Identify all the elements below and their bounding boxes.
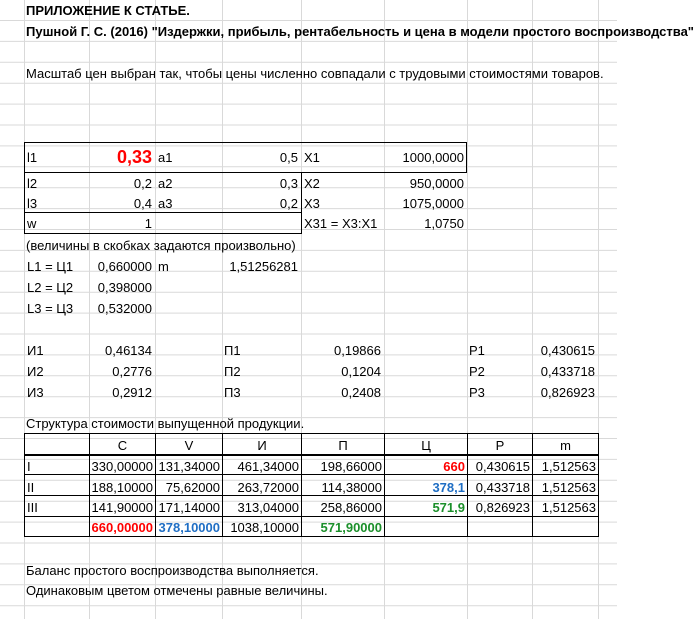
table-cell: 258,86000: [320, 500, 382, 515]
cost-i3-value: 0,2912: [112, 385, 152, 400]
param-a1-value[interactable]: 0,5: [279, 150, 298, 165]
total-i: 1038,10000: [230, 520, 299, 535]
labor-m-label: m: [158, 259, 169, 274]
param-w-value[interactable]: 1: [144, 216, 152, 231]
param-a3-label: a3: [158, 196, 173, 211]
col-header-p: П: [338, 438, 348, 453]
col-header-i: И: [257, 438, 267, 453]
table-cell: 171,14000: [158, 500, 220, 515]
col-header-c: C: [117, 438, 128, 453]
labor-l3-label: L3 = Ц3: [27, 301, 74, 316]
profit-p1-value: 0,19866: [334, 343, 381, 358]
table-cell: 313,04000: [237, 500, 299, 515]
param-x2-label: X2: [304, 176, 320, 191]
param-x3-label: X3: [304, 196, 320, 211]
param-a1-label: a1: [158, 150, 173, 165]
table-cell: 131,34000: [158, 459, 220, 474]
labor-l3-value: 0,532000: [97, 301, 152, 316]
param-a2-value[interactable]: 0,3: [279, 176, 298, 191]
table-cell: 75,62000: [165, 480, 220, 495]
cost-i1-label: И1: [27, 343, 44, 358]
table-cell: 0,430615: [475, 459, 530, 474]
rate-r1-label: P1: [469, 343, 485, 358]
table-cell: 461,34000: [237, 459, 299, 474]
param-x3-value: 1075,0000: [402, 196, 464, 211]
labor-l1-label: L1 = Ц1: [27, 259, 74, 274]
rate-r1-value: 0,430615: [540, 343, 595, 358]
labor-m-value: 1,51256281: [229, 259, 298, 274]
parameter-box-w: [24, 212, 302, 234]
table-row-name: III: [27, 500, 38, 515]
col-header-m: m: [560, 438, 571, 453]
colors-note: Одинаковым цветом отмечены равные величины.: [26, 583, 328, 598]
total-p: 571,90000: [320, 520, 382, 535]
rate-r2-label: P2: [469, 364, 485, 379]
param-x1-value[interactable]: 1000,0000: [402, 150, 464, 165]
param-l3-value[interactable]: 0,4: [133, 196, 152, 211]
citation: Пушной Г. С. (2016) "Издержки, прибыль, рентабельность и цена в модели простого воспроизводства": [26, 24, 694, 39]
table-cell: 0,433718: [475, 480, 530, 495]
param-x31-label: X31 = X3:X1: [304, 216, 378, 231]
labor-l2-label: L2 = Ц2: [27, 280, 74, 295]
table-cell: 1,512563: [541, 459, 596, 474]
col-header-price: Ц: [421, 438, 431, 453]
param-w-label: w: [27, 216, 37, 231]
param-l2-label: l2: [27, 176, 38, 191]
param-x31-value: 1,0750: [424, 216, 464, 231]
param-l1-value[interactable]: 0,33: [116, 147, 152, 167]
table-cell: 198,66000: [320, 459, 382, 474]
arbitrary-values-note: (величины в скобках задаются произвольно): [26, 238, 296, 253]
cost-i2-value: 0,2776: [112, 364, 152, 379]
param-x2-value: 950,0000: [409, 176, 464, 191]
rate-r3-value: 0,826923: [540, 385, 595, 400]
table-cell-price: 660: [443, 459, 465, 474]
col-header-v: V: [184, 438, 194, 453]
rate-r3-label: P3: [469, 385, 485, 400]
table-cell-price: 571,9: [432, 500, 465, 515]
profit-p3-value: 0,2408: [341, 385, 381, 400]
profit-p2-value: 0,1204: [341, 364, 381, 379]
param-a3-value[interactable]: 0,2: [279, 196, 298, 211]
col-header-r: P: [495, 438, 505, 453]
table-cell-price: 378,1: [432, 480, 465, 495]
table-row-name: I: [27, 459, 31, 474]
structure-caption: Структура стоимости выпущенной продукции.: [26, 416, 305, 431]
labor-l1-value: 0,660000: [97, 259, 152, 274]
table-cell: 114,38000: [321, 480, 382, 495]
profit-p1-label: П1: [224, 343, 241, 358]
table-cell: 188,10000: [91, 480, 153, 495]
labor-l2-value: 0,398000: [97, 280, 152, 295]
param-x1-label: X1: [304, 150, 320, 165]
appendix-title: ПРИЛОЖЕНИЕ К СТАТЬЕ.: [26, 3, 190, 18]
param-l1-label: l1: [27, 150, 38, 165]
table-cell: 330,00000: [91, 459, 153, 474]
cost-i3-label: И3: [27, 385, 44, 400]
table-cell: 141,90000: [91, 500, 153, 515]
cost-i1-value: 0,46134: [105, 343, 152, 358]
balance-note: Баланс простого воспроизводства выполняется.: [26, 563, 319, 578]
cost-i2-label: И2: [27, 364, 44, 379]
profit-p2-label: П2: [224, 364, 241, 379]
profit-p3-label: П3: [224, 385, 241, 400]
total-c: 660,00000: [91, 520, 153, 535]
price-scale-note: Масштаб цен выбран так, чтобы цены численно совпадали с трудовыми стоимостями товаров.: [26, 66, 604, 81]
table-cell: 1,512563: [541, 500, 596, 515]
table-cell: 263,72000: [237, 480, 299, 495]
param-l2-value[interactable]: 0,2: [133, 176, 152, 191]
param-l3-label: l3: [27, 196, 38, 211]
total-v: 378,10000: [158, 520, 220, 535]
rate-r2-value: 0,433718: [540, 364, 595, 379]
param-a2-label: a2: [158, 176, 173, 191]
table-cell: 1,512563: [541, 480, 596, 495]
table-cell: 0,826923: [475, 500, 530, 515]
table-row-name: II: [27, 480, 35, 495]
